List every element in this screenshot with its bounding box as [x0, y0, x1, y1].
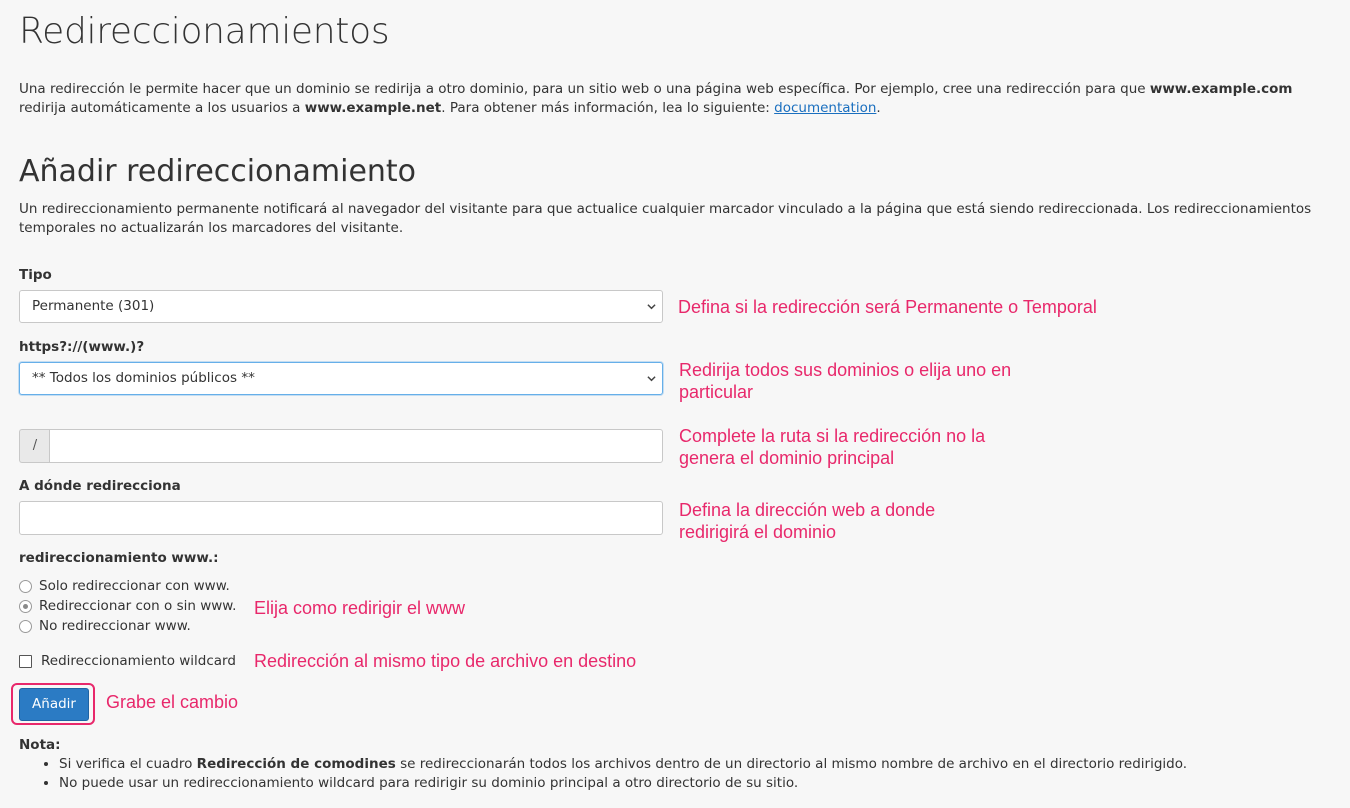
annotation-submit: Grabe el cambio	[106, 692, 239, 712]
chevron-down-icon	[647, 374, 656, 383]
wildcard-checkbox[interactable]	[19, 655, 32, 668]
add-redirect-description: Un redireccionamiento permanente notificará al navegador del visitante para que actualice cualquier marcador vinculado a la página que está siendo redireccionada. Los redireccionamientos temporales no actualizarán los marcadores del visitante.	[19, 201, 1312, 236]
example-from: www.example.com	[1149, 81, 1293, 97]
type-label: Tipo	[19, 267, 52, 283]
intro-text: Una redirección le permite hacer que un dominio se redirija a otro dominio, para un sitio web o una página web específica. Por ejemplo, cree una redirección para que www.example.com redirija automáticamente a los usuarios a www.example.net. Para obtener más información, lea lo siguiente: documentation.	[19, 81, 1293, 116]
domain-select-value: ** Todos los dominios públicos **	[32, 370, 255, 386]
documentation-link[interactable]: documentation	[774, 100, 877, 116]
annotation-target: Defina la dirección web a donde redirigirá el dominio	[679, 500, 936, 542]
www-option-only-www[interactable]: Solo redireccionar con www.	[19, 578, 230, 594]
list-item: • Si verifica el cuadro Redirección de comodines se redireccionarán todos los archivos dentro de un directorio al mismo nombre de archivo en el directorio redirigido.	[59, 755, 1350, 774]
notes-list	[29, 755, 1350, 793]
annotation-www: Elija como redirigir el www	[254, 598, 466, 618]
www-option-no-redirect[interactable]: No redireccionar www.	[19, 618, 191, 634]
target-url-input[interactable]	[19, 501, 663, 535]
add-redirect-title: Añadir redireccionamiento	[19, 154, 417, 189]
radio-button[interactable]	[19, 580, 32, 593]
example-to: www.example.net	[304, 100, 442, 116]
annotation-domain: Redirija todos sus dominios o elija uno en particular	[679, 360, 1012, 402]
path-prefix: /	[19, 429, 50, 463]
path-input[interactable]	[49, 429, 663, 463]
chevron-down-icon	[647, 302, 656, 311]
page-title: Redireccionamientos	[19, 11, 390, 52]
annotation-wildcard: Redirección al mismo tipo de archivo en destino	[254, 651, 637, 671]
annotation-path: Complete la ruta si la redirección no la genera el dominio principal	[679, 426, 986, 468]
add-button[interactable]: Añadir	[19, 688, 89, 721]
target-label: A dónde redirecciona	[19, 478, 181, 494]
domain-label: https?://(www.)?	[19, 339, 145, 355]
note-title: Nota:	[19, 737, 61, 753]
wildcard-checkbox-row[interactable]: Redireccionamiento wildcard	[19, 653, 236, 669]
domain-select[interactable]	[19, 362, 663, 395]
www-label: redireccionamiento www.:	[19, 550, 219, 566]
type-select-value: Permanente (301)	[32, 298, 155, 314]
annotation-type: Defina si la redirección será Permanente o Temporal	[678, 297, 1097, 317]
radio-button[interactable]	[19, 620, 32, 633]
radio-button-selected[interactable]	[19, 600, 32, 613]
list-item: • No puede usar un redireccionamiento wildcard para redirigir su dominio principal a otro directorio de su sitio.	[59, 774, 1350, 793]
type-select[interactable]	[19, 290, 663, 323]
www-option-with-or-without[interactable]: Redireccionar con o sin www.	[19, 598, 236, 614]
